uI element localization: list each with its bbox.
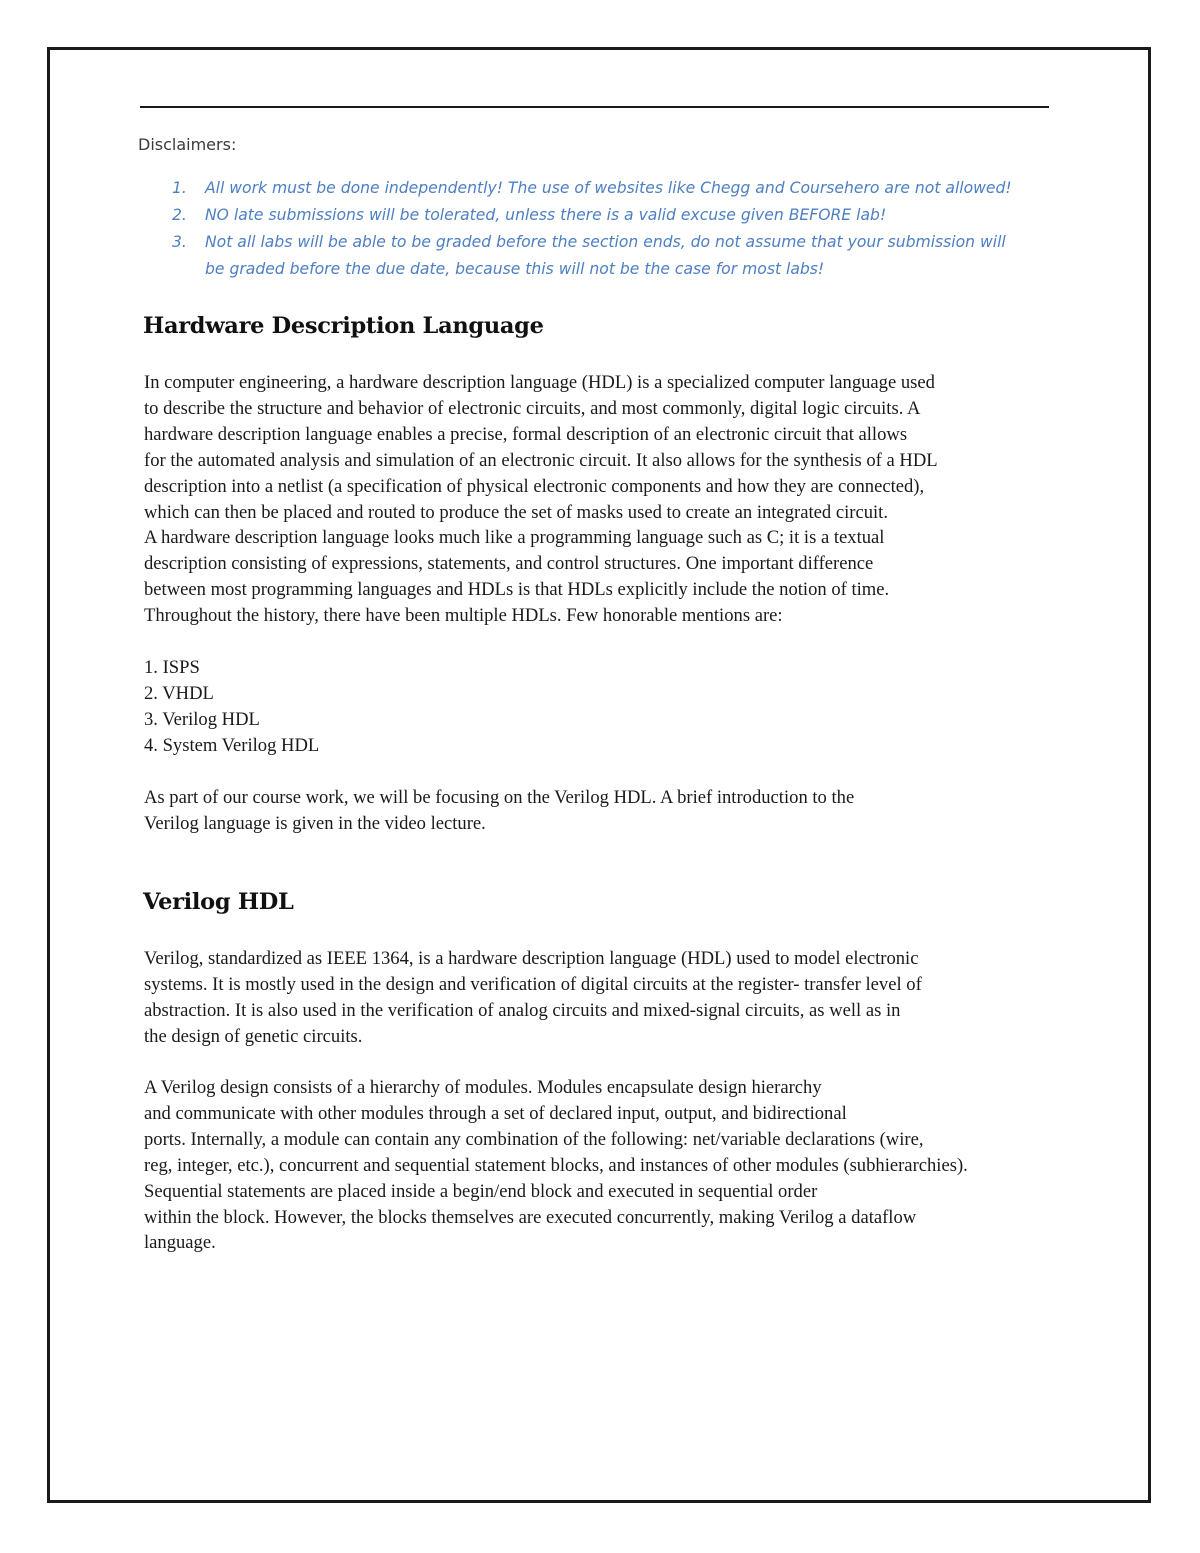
paragraph-line: systems. It is mostly used in the design and verification of digital circuits at the register- transfer level of (144, 973, 922, 995)
paragraph-line: A Verilog design consists of a hierarchy of modules. Modules encapsulate design hierarchy (144, 1077, 822, 1098)
disclaimer-text: Not all labs will be able to be graded before the section ends, do not assume that your submission will (205, 233, 1006, 251)
paragraph-line: between most programming languages and HDLs is that HDLs explicitly include the notion of time. (144, 579, 890, 601)
course-focus-paragraph (144, 785, 1144, 837)
paragraph-line: Verilog, standardized as IEEE 1364, is a hardware description language (HDL) used to model electronic (144, 948, 919, 969)
disclaimer-item (170, 202, 1090, 229)
paragraph-line: reg, integer, etc.), concurrent and sequential statement blocks, and instances of other modules (subhierarchies). (144, 1154, 968, 1176)
paragraph-line: within the block. However, the blocks themselves are executed concurrently, making Verilog a dataflow (144, 1206, 917, 1228)
paragraph-line: hardware description language enables a precise, formal description of an electronic circuit that allows (144, 423, 908, 445)
paragraph-line: Verilog language is given in the video lecture. (144, 812, 486, 834)
disclaimers-title: Disclaimers: (138, 135, 237, 154)
paragraph-line: abstraction. It is also used in the verification of analog circuits and mixed-signal circuits, as well as in (144, 999, 901, 1021)
verilog-modules-paragraph (144, 1075, 1144, 1256)
disclaimer-text: be graded before the due date, because this will not be the case for most labs! (205, 260, 825, 278)
paragraph-line: As part of our course work, we will be focusing on the Verilog HDL. A brief introduction to the (144, 787, 855, 808)
paragraph-line: description consisting of expressions, statements, and control structures. One important difference (144, 553, 874, 575)
hdl-list-item: 3. Verilog HDL (144, 708, 260, 730)
top-rule (140, 106, 1049, 108)
paragraph-line: the design of genetic circuits. (144, 1025, 363, 1047)
paragraph-line: which can then be placed and routed to produce the set of masks used to create an integrated circuit. (144, 501, 888, 523)
paragraph-line: Sequential statements are placed inside a begin/end block and executed in sequential order (144, 1180, 818, 1202)
paragraph-line: Throughout the history, there have been multiple HDLs. Few honorable mentions are: (144, 605, 783, 627)
hdl-list-item: 4. System Verilog HDL (144, 734, 320, 756)
hdl-list (144, 655, 1144, 759)
disclaimer-text: NO late submissions will be tolerated, unless there is a valid excuse given BEFORE lab! (205, 206, 887, 224)
paragraph-line: description into a netlist (a specification of physical electronic components and how they are connected), (144, 475, 925, 497)
disclaimer-number: 3. (172, 233, 187, 251)
disclaimers-list (170, 175, 1090, 283)
disclaimer-number: 1. (172, 179, 187, 197)
section-heading-verilog: Verilog HDL (143, 889, 294, 915)
disclaimer-item (170, 229, 1090, 283)
hdl-list-item: 1. ISPS (144, 657, 200, 678)
hdl-intro-paragraph (144, 370, 1144, 629)
paragraph-line: In computer engineering, a hardware description language (HDL) is a specialized computer language used (144, 372, 935, 393)
disclaimer-item (170, 175, 1090, 202)
section-heading-hdl: Hardware Description Language (143, 313, 544, 339)
paragraph-line: for the automated analysis and simulation of an electronic circuit. It also allows for the synthesis of a HDL (144, 449, 938, 471)
paragraph-line: to describe the structure and behavior of electronic circuits, and most commonly, digital logic circuits. A (144, 397, 921, 419)
verilog-intro-paragraph (144, 946, 1144, 1050)
hdl-list-item: 2. VHDL (144, 682, 214, 704)
paragraph-line: and communicate with other modules through a set of declared input, output, and bidirectional (144, 1102, 847, 1124)
disclaimer-text: All work must be done independently! The use of websites like Chegg and Coursehero are not allowed! (205, 179, 1012, 197)
paragraph-line: A hardware description language looks much like a programming language such as C; it is a textual (144, 527, 885, 549)
disclaimer-number: 2. (172, 206, 187, 224)
paragraph-line: language. (144, 1232, 216, 1254)
paragraph-line: ports. Internally, a module can contain any combination of the following: net/variable declarations (wire, (144, 1128, 924, 1150)
